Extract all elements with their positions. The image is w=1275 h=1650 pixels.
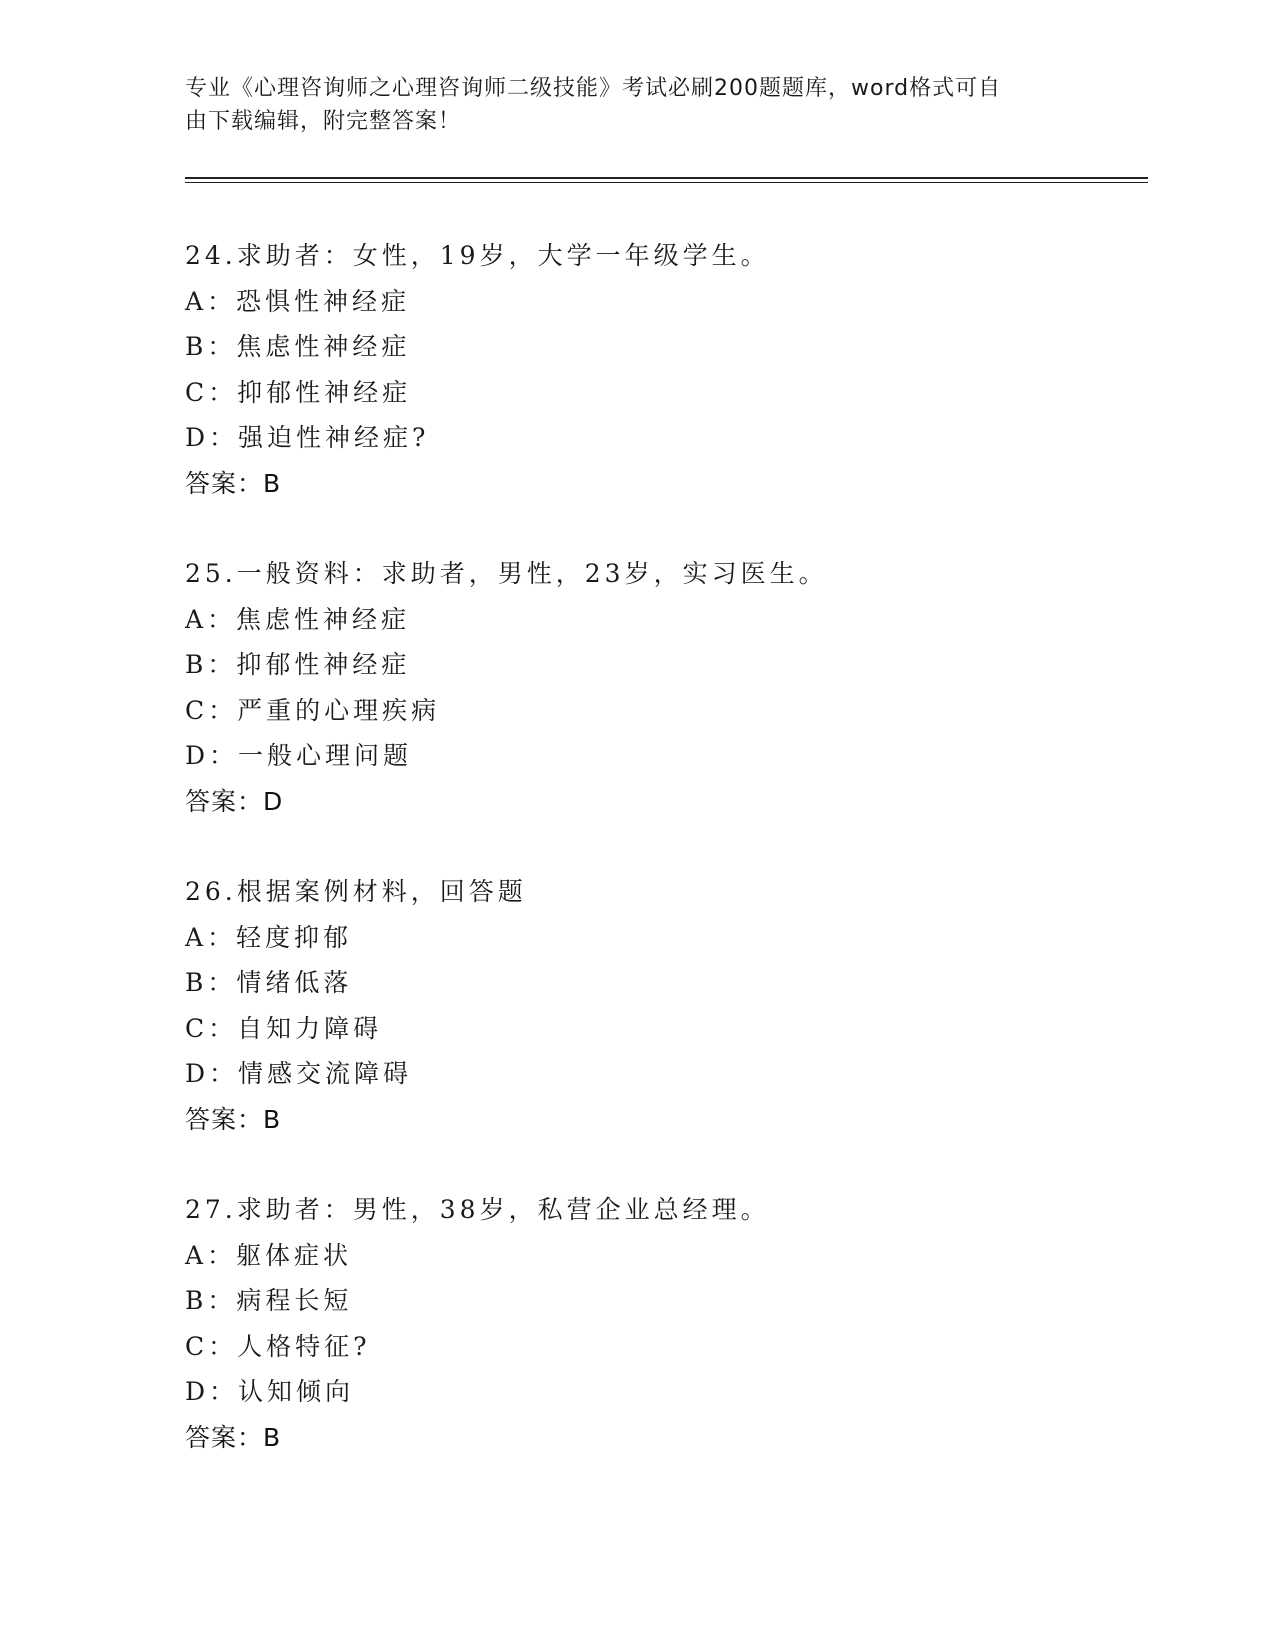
question-stem: 25.一般资料：求助者，男性，23岁，实习医生。 (185, 559, 828, 588)
header-divider-thin (185, 182, 1148, 183)
option-d: D：认知倾向 (185, 1377, 355, 1406)
option-b: B：焦虑性神经症 (185, 332, 411, 361)
option-a: A：轻度抑郁 (185, 922, 353, 952)
option-a: A：恐惧性神经症 (185, 286, 411, 316)
option-b: B：病程长短 (185, 1286, 353, 1315)
question-27 (185, 1187, 1085, 1460)
option-d: D：情感交流障碍 (185, 1059, 413, 1088)
question-stem: 26.根据案例材料，回答题 (185, 877, 527, 906)
option-a: A：焦虑性神经症 (185, 604, 411, 634)
answer-line: 答案：B (185, 1104, 282, 1134)
document-header (185, 72, 1075, 138)
header-line-1: 专业《心理咨询师之心理咨询师二级技能》考试必刷200题题库，word格式可自 (185, 76, 1002, 101)
question-24 (185, 233, 1085, 506)
option-c: C：抑郁性神经症 (185, 377, 412, 407)
question-25 (185, 551, 1085, 824)
header-divider-thick (185, 177, 1148, 179)
option-a: A：躯体症状 (185, 1240, 353, 1270)
header-line-2: 由下载编辑，附完整答案！ (185, 109, 462, 134)
option-c: C：自知力障碍 (185, 1013, 383, 1043)
question-stem: 24.求助者：女性，19岁，大学一年级学生。 (185, 241, 770, 270)
answer-line: 答案：B (185, 1422, 282, 1452)
answer-line: 答案：B (185, 468, 282, 498)
question-stem: 27.求助者：男性，38岁，私营企业总经理。 (185, 1195, 770, 1224)
answer-line: 答案：D (185, 786, 284, 816)
option-b: B：抑郁性神经症 (185, 650, 411, 679)
option-d: D：强迫性神经症? (185, 423, 430, 452)
option-c: C：严重的心理疾病 (185, 695, 441, 725)
option-c: C：人格特征? (185, 1331, 371, 1361)
option-b: B：情绪低落 (185, 968, 353, 997)
option-d: D：一般心理问题 (185, 741, 413, 770)
question-26 (185, 869, 1085, 1142)
